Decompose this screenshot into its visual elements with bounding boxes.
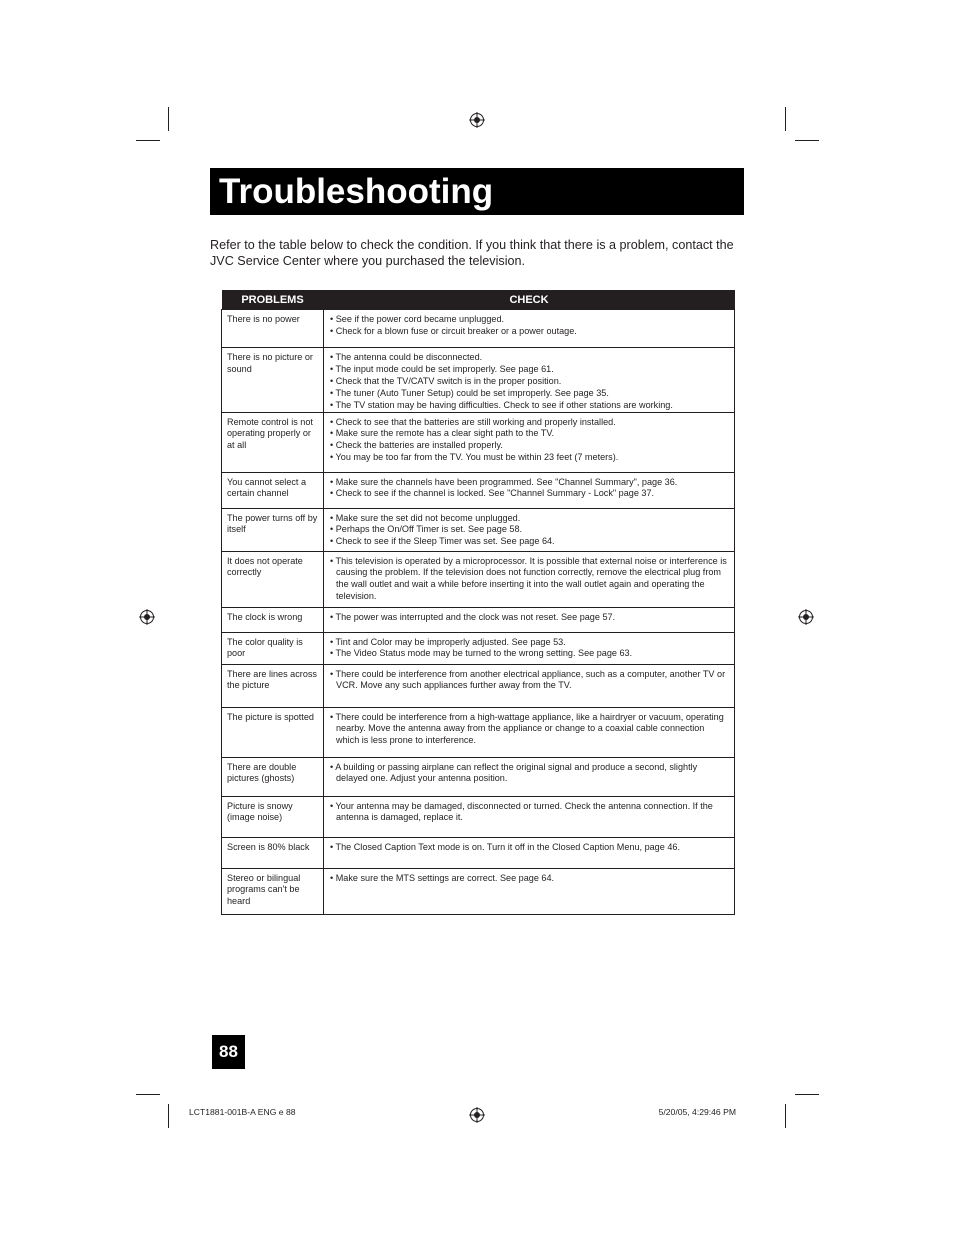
check-item: • Make sure the remote has a clear sight path to the TV. xyxy=(330,428,555,439)
check-item: • Tint and Color may be improperly adjusted. See page 53. xyxy=(330,636,566,647)
problem-cell: There is no picture or sound xyxy=(222,348,324,413)
check-item: • Make sure the set did not become unplugged. xyxy=(330,512,521,523)
crop-mark-top-right-h xyxy=(795,140,819,141)
problem-cell: The picture is spotted xyxy=(222,707,324,757)
check-item: • The Video Status mode may be turned to the wrong setting. See page 63. xyxy=(330,648,633,659)
check-item: • A building or passing airplane can reflect the original signal and produce a second, slightly delayed one. Adjust your antenna position. xyxy=(330,761,698,784)
problem-cell: Picture is snowy (image noise) xyxy=(222,796,324,837)
table-row xyxy=(222,707,735,757)
page-title: Troubleshooting xyxy=(219,172,494,211)
crop-mark-top-left-h xyxy=(136,140,160,141)
check-item: • The tuner (Auto Tuner Setup) could be set improperly. See page 35. xyxy=(330,387,609,398)
check-cell xyxy=(324,868,735,914)
check-cell xyxy=(324,707,735,757)
table-row xyxy=(222,664,735,707)
table-row xyxy=(222,310,735,348)
problem-cell: The power turns off by itself xyxy=(222,508,324,551)
problem-cell: The clock is wrong xyxy=(222,607,324,632)
intro-paragraph: Refer to the table below to check the condition. If you think that there is a problem, contact the JVC Service Center where you purchased the television. xyxy=(210,238,734,268)
footer-left: LCT1881-001B-A ENG e 88 xyxy=(189,1107,296,1117)
check-item: • See if the power cord became unplugged. xyxy=(330,314,505,324)
table-row xyxy=(222,837,735,868)
check-cell xyxy=(324,508,735,551)
check-cell xyxy=(324,632,735,664)
registration-mark-icon xyxy=(139,609,155,625)
check-item: • Check for a blown fuse or circuit breaker or a power outage. xyxy=(330,325,577,336)
crop-mark-bottom-left-h xyxy=(136,1094,160,1095)
check-item: • Your antenna may be damaged, disconnected or turned. Check the antenna connection. If the antenna is damaged, replace it. xyxy=(330,800,713,823)
table-row xyxy=(222,868,735,914)
problem-cell: There are double pictures (ghosts) xyxy=(222,757,324,796)
table-row xyxy=(222,757,735,796)
table-row xyxy=(222,412,735,472)
crop-mark-bottom-right-v xyxy=(785,1104,786,1128)
check-cell xyxy=(324,796,735,837)
check-cell xyxy=(324,551,735,607)
problem-cell: The color quality is poor xyxy=(222,632,324,664)
registration-mark-icon xyxy=(798,609,814,625)
troubleshooting-table xyxy=(221,290,735,915)
check-cell xyxy=(324,348,735,413)
check-item: • Check that the TV/CATV switch is in the proper position. xyxy=(330,375,562,386)
check-item: • Check to see if the Sleep Timer was set. See page 64. xyxy=(330,536,555,547)
table-header-row xyxy=(222,290,735,310)
check-item: • Make sure the channels have been programmed. See "Channel Summary", page 36. xyxy=(330,476,678,487)
check-item: • There could be interference from another electrical appliance, such as a computer, another TV or VCR. Move any such appliances further away from the TV. xyxy=(330,668,726,691)
problem-cell: Screen is 80% black xyxy=(222,837,324,868)
check-cell xyxy=(324,757,735,796)
table-row xyxy=(222,508,735,551)
problem-cell: Remote control is not operating properly or at all xyxy=(222,412,324,472)
check-item: • The antenna could be disconnected. xyxy=(330,352,483,362)
check-cell xyxy=(324,412,735,472)
check-item: • The TV station may be having difficulties. Check to see if other stations are working. xyxy=(330,399,673,410)
table-row xyxy=(222,607,735,632)
problem-cell: There are lines across the picture xyxy=(222,664,324,707)
check-item: • Check the batteries are installed properly. xyxy=(330,440,503,451)
check-cell xyxy=(324,607,735,632)
check-cell xyxy=(324,837,735,868)
check-cell xyxy=(324,472,735,508)
check-cell xyxy=(324,664,735,707)
check-item: • Check to see if the channel is locked. See "Channel Summary - Lock" page 37. xyxy=(330,488,655,499)
table-row xyxy=(222,348,735,413)
table-row xyxy=(222,472,735,508)
check-item: • You may be too far from the TV. You must be within 23 feet (7 meters). xyxy=(330,452,619,463)
check-item: • Check to see that the batteries are still working and properly installed. xyxy=(330,416,616,427)
table-row xyxy=(222,796,735,837)
check-item: • The power was interrupted and the clock was not reset. See page 57. xyxy=(330,611,616,622)
check-item: • Perhaps the On/Off Timer is set. See page 58. xyxy=(330,524,523,535)
check-item: • There could be interference from a high-wattage appliance, like a hairdryer or vacuum, operating nearby. Move the antenna away from the appliance or change to a coaxial cable connection which is less prone to interference. xyxy=(330,711,724,746)
check-item: • The Closed Caption Text mode is on. Turn it off in the Closed Caption Menu, page 46. xyxy=(330,841,680,852)
table-row xyxy=(222,632,735,664)
problem-cell: It does not operate correctly xyxy=(222,551,324,607)
header-check: CHECK xyxy=(324,290,735,310)
header-problems: PROBLEMS xyxy=(222,290,324,310)
check-item: • The input mode could be set improperly. See page 61. xyxy=(330,363,554,374)
crop-mark-bottom-right-h xyxy=(795,1094,819,1095)
footer-right: 5/20/05, 4:29:46 PM xyxy=(658,1107,736,1117)
problem-cell: You cannot select a certain channel xyxy=(222,472,324,508)
check-cell xyxy=(324,310,735,348)
registration-mark-icon xyxy=(469,1107,485,1123)
page-number: 88 xyxy=(212,1035,245,1069)
problem-cell: There is no power xyxy=(222,310,324,348)
check-item: • Make sure the MTS settings are correct. See page 64. xyxy=(330,872,555,883)
crop-mark-top-right-v xyxy=(785,107,786,131)
crop-mark-top-left-v xyxy=(168,107,169,131)
table-row xyxy=(222,551,735,607)
crop-mark-bottom-left-v xyxy=(168,1104,169,1128)
check-item: • This television is operated by a microprocessor. It is possible that external noise or interference is causing the problem. If the television does not function correctly, remove the electrical plug from the wall outlet and wait a while before inserting it into the wall outlet again and operating the television. xyxy=(330,555,727,602)
problem-cell: Stereo or bilingual programs can't be heard xyxy=(222,868,324,914)
registration-mark-icon xyxy=(469,112,485,128)
title-banner xyxy=(210,168,744,215)
